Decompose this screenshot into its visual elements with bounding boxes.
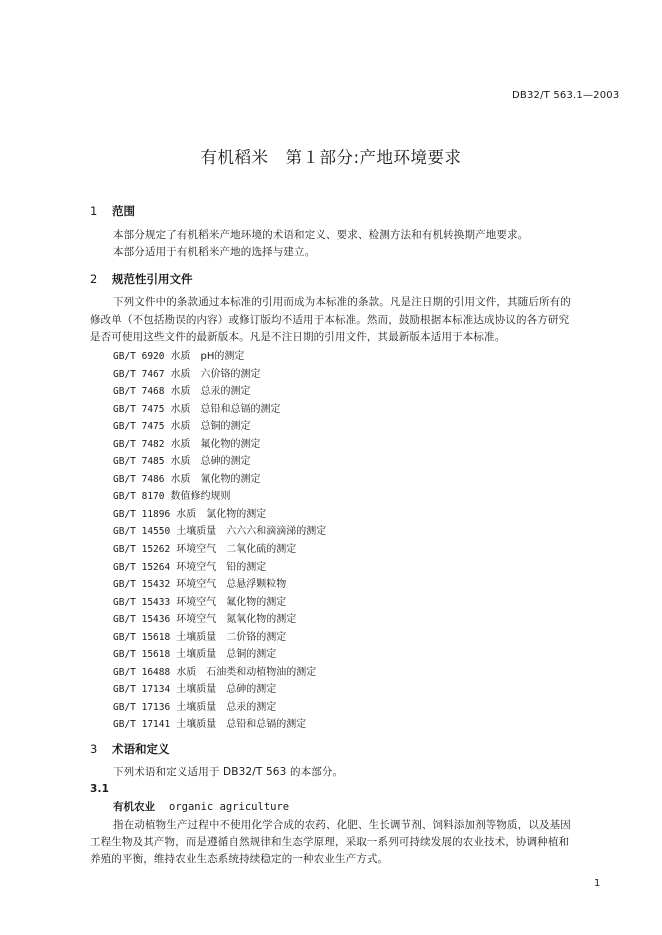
reference-title: 水质 石油类和动植物油的测定 [176, 666, 317, 678]
reference-title: 环境空气 铅的测定 [176, 561, 267, 573]
definition-line-3: 养殖的平衡，维持农业生态系统持续稳定的一种农业生产方式。 [90, 853, 389, 865]
section-title: 规范性引用文件 [112, 272, 193, 286]
reference-title: 土壤质量 总铜的测定 [176, 649, 277, 661]
reference-code: GB/T 15436 [113, 614, 171, 626]
reference-title: 水质 总铜的测定 [170, 421, 251, 433]
reference-title: 土壤质量 六六六和滴滴涕的测定 [176, 526, 327, 538]
section-2-para-line-2: 修改单（不包括勘误的内容）或修订版均不适用于本标准。然而，鼓励根据本标准达成协议的各方研究 [90, 314, 570, 326]
reference-code: GB/T 7467 [113, 368, 165, 380]
section-title: 范围 [112, 204, 135, 218]
reference-title: 土壤质量 二价铬的测定 [176, 631, 287, 643]
reference-item [113, 716, 326, 734]
section-1-para-1: 本部分规定了有机稻米产地环境的术语和定义、要求、检测方法和有机转换期产地要求。 [113, 229, 529, 241]
reference-item [113, 629, 326, 647]
reference-code: GB/T 15432 [113, 579, 171, 591]
reference-item [113, 488, 326, 506]
section-2-heading [90, 271, 193, 287]
reference-item [113, 681, 326, 699]
reference-title: 水质 氰化物的测定 [170, 473, 261, 485]
reference-title: 水质 总铅和总镉的测定 [170, 403, 281, 415]
reference-item [113, 541, 326, 559]
reference-item [113, 383, 326, 401]
reference-title: 环境空气 氮氧化物的测定 [176, 614, 297, 626]
standard-code: DB32/T 563.1—2003 [512, 90, 620, 101]
section-3-heading [90, 741, 170, 757]
reference-item [113, 436, 326, 454]
section-number: 3 [90, 742, 98, 756]
normative-reference-list [113, 348, 326, 734]
reference-code: GB/T 17141 [113, 719, 171, 731]
section-number: 2 [90, 272, 98, 286]
reference-code: GB/T 15433 [113, 596, 171, 608]
reference-code: GB/T 7475 [113, 421, 165, 433]
reference-title: 土壤质量 总铅和总镉的测定 [176, 719, 307, 731]
reference-title: 环境空气 二氧化硫的测定 [176, 544, 297, 556]
reference-title: 水质 总砷的测定 [170, 456, 251, 468]
subsection-number: 3.1 [90, 783, 110, 795]
reference-item [113, 348, 326, 366]
reference-item [113, 506, 326, 524]
reference-code: GB/T 6920 [113, 351, 165, 362]
reference-title: 数值修约规则 [170, 491, 231, 503]
section-3-para: 下列术语和定义适用于 DB32/T 563 的本部分。 [113, 766, 344, 778]
reference-item [113, 611, 326, 629]
reference-item [113, 594, 326, 612]
reference-code: GB/T 11896 [113, 508, 171, 520]
reference-item [113, 418, 326, 436]
term-entry [113, 799, 289, 814]
document-title: 有机稻米 第１部分:产地环境要求 [200, 148, 462, 167]
reference-item [113, 664, 326, 682]
reference-title: 水质 总汞的测定 [170, 386, 251, 398]
reference-code: GB/T 7485 [113, 456, 165, 468]
section-number: 1 [90, 204, 98, 218]
reference-item [113, 523, 326, 541]
reference-code: GB/T 17134 [113, 684, 171, 696]
reference-code: GB/T 7486 [113, 473, 165, 485]
section-2-para-line-3: 是否可使用这些文件的最新版本。凡是不注日期的引用文件，其最新版本适用于本标准。 [90, 331, 506, 343]
definition-line-1: 指在动植物生产过程中不使用化学合成的农药、化肥、生长调节剂、饲料添加剂等物质，以及基因 [113, 819, 571, 831]
reference-title: 水质 六价铬的测定 [170, 368, 261, 380]
section-title: 术语和定义 [112, 742, 170, 756]
page-number: 1 [594, 878, 601, 889]
reference-item [113, 576, 326, 594]
reference-code: GB/T 15618 [113, 631, 171, 643]
section-1-heading [90, 203, 135, 219]
reference-title: 水质 氯化物的测定 [176, 508, 267, 520]
reference-title: 土壤质量 总砷的测定 [176, 684, 277, 696]
reference-item [113, 401, 326, 419]
reference-title: 环境空气 氟化物的测定 [176, 596, 287, 608]
reference-code: GB/T 7468 [113, 386, 165, 398]
reference-title: 土壤质量 总汞的测定 [176, 701, 277, 713]
reference-code: GB/T 7475 [113, 403, 165, 415]
definition-line-2: 工程生物及其产物，而是遵循自然规律和生态学原理，采取一系列可持续发展的农业技术，协调种植和 [90, 836, 570, 848]
term-english: organic agriculture [169, 801, 290, 813]
reference-item [113, 699, 326, 717]
reference-code: GB/T 15264 [113, 561, 171, 573]
reference-title: 水质 氟化物的测定 [170, 438, 261, 450]
reference-item [113, 559, 326, 577]
reference-title: 水质 pH的测定 [170, 351, 245, 362]
reference-code: GB/T 14550 [113, 526, 171, 538]
reference-code: GB/T 8170 [113, 491, 165, 503]
section-1-para-2: 本部分适用于有机稻米产地的选择与建立。 [113, 246, 316, 258]
reference-code: GB/T 17136 [113, 701, 171, 713]
reference-item [113, 453, 326, 471]
reference-code: GB/T 15262 [113, 544, 171, 556]
reference-code: GB/T 16488 [113, 666, 171, 678]
reference-title: 环境空气 总悬浮颗粒物 [176, 579, 287, 591]
reference-code: GB/T 7482 [113, 438, 165, 450]
reference-item [113, 646, 326, 664]
reference-item [113, 366, 326, 384]
section-2-para-line-1: 下列文件中的条款通过本标准的引用而成为本标准的条款。凡是注日期的引用文件，其随后所有的 [113, 296, 571, 308]
reference-code: GB/T 15618 [113, 649, 171, 661]
reference-item [113, 471, 326, 489]
term-chinese: 有机农业 [113, 801, 155, 813]
